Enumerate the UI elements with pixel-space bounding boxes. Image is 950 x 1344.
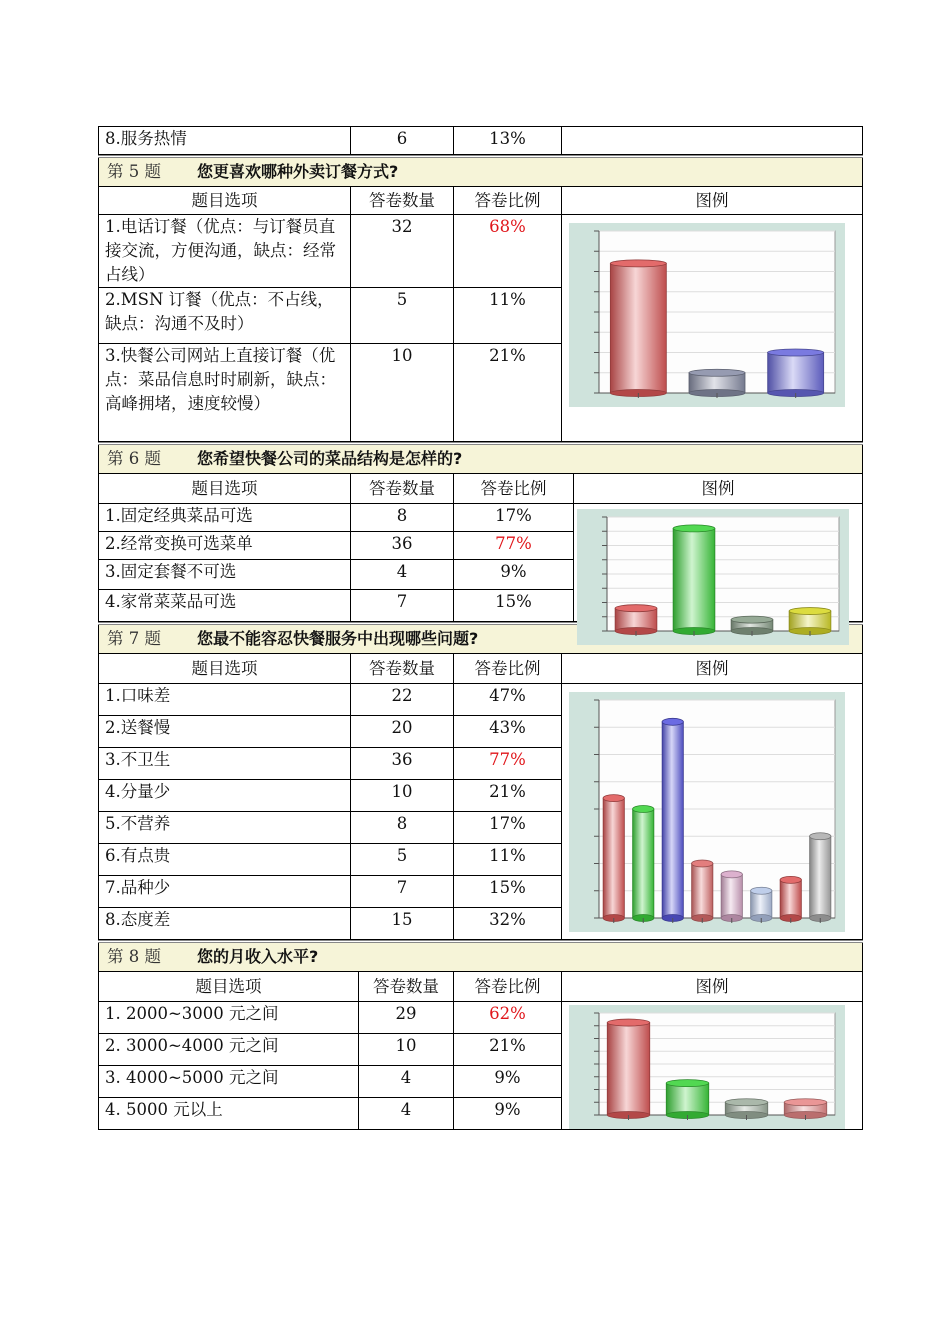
bar <box>692 860 713 922</box>
count-value: 32 <box>351 215 454 288</box>
ratio-value: 21% <box>454 344 562 442</box>
ratio-value: 13% <box>454 127 562 155</box>
count-value: 7 <box>351 590 454 622</box>
ratio-value: 15% <box>454 590 574 622</box>
legend-chart-cell <box>562 684 863 940</box>
bar <box>610 260 666 397</box>
count-value: 8 <box>351 812 454 844</box>
option-text: 4.家常菜菜品可选 <box>99 590 351 622</box>
legend-chart-cell <box>562 1002 863 1130</box>
question-title-row <box>99 444 863 474</box>
question-text: 您更喜欢哪种外卖订餐方式? <box>197 162 399 181</box>
question-6-table <box>98 442 863 622</box>
count-value: 4 <box>351 560 454 590</box>
count-header: 答卷数量 <box>351 187 454 215</box>
question-7-table <box>98 622 863 940</box>
table-row <box>99 504 863 532</box>
ratio-value: 77% <box>454 748 562 780</box>
ratio-value: 9% <box>454 1098 562 1130</box>
bar <box>607 1019 649 1118</box>
ratio-value: 17% <box>454 504 574 532</box>
count-header: 答卷数量 <box>351 474 454 504</box>
bar-chart <box>569 692 845 932</box>
option-text: 4.分量少 <box>99 780 351 812</box>
option-header: 题目选项 <box>99 187 351 215</box>
option-text: 6.有点贵 <box>99 844 351 876</box>
question-title-row <box>99 942 863 972</box>
count-value: 4 <box>359 1098 454 1130</box>
bar <box>789 608 831 635</box>
bar-chart <box>569 223 845 407</box>
option-text: 8.态度差 <box>99 908 351 940</box>
header-row <box>99 972 863 1002</box>
count-value: 36 <box>351 748 454 780</box>
ratio-header: 答卷比例 <box>454 654 562 684</box>
question-title-row <box>99 157 863 187</box>
option-text: 3.固定套餐不可选 <box>99 560 351 590</box>
count-value: 22 <box>351 684 454 716</box>
count-header: 答卷数量 <box>359 972 454 1002</box>
bar <box>689 369 745 396</box>
ratio-value: 9% <box>454 560 574 590</box>
count-value: 29 <box>359 1002 454 1034</box>
header-row <box>99 187 863 215</box>
count-value: 10 <box>351 780 454 812</box>
question-number: 第 6 题 <box>107 449 161 468</box>
legend-header: 图例 <box>562 972 863 1002</box>
table-row <box>99 684 863 716</box>
option-header: 题目选项 <box>99 654 351 684</box>
question-5-table <box>98 155 863 442</box>
ratio-value: 47% <box>454 684 562 716</box>
ratio-header: 答卷比例 <box>454 474 574 504</box>
ratio-value: 9% <box>454 1066 562 1098</box>
option-text: 3. 4000~5000 元之间 <box>99 1066 359 1098</box>
ratio-value: 17% <box>454 812 562 844</box>
table-row <box>99 127 863 155</box>
survey-sheet <box>98 126 862 1130</box>
count-value: 10 <box>351 344 454 442</box>
bar <box>673 525 715 635</box>
question-text: 您希望快餐公司的菜品结构是怎样的? <box>197 449 463 468</box>
option-text: 2.MSN 订餐（优点：不占线，缺点：沟通不及时） <box>99 288 351 344</box>
option-text: 1. 2000~3000 元之间 <box>99 1002 359 1034</box>
bar <box>810 833 831 922</box>
count-value: 15 <box>351 908 454 940</box>
question-8-table <box>98 940 863 1130</box>
option-text: 1.口味差 <box>99 684 351 716</box>
legend-header: 图例 <box>562 654 863 684</box>
q4-tail-table <box>98 126 863 155</box>
bar <box>603 795 624 922</box>
option-text: 5.不营养 <box>99 812 351 844</box>
question-number: 第 7 题 <box>107 629 161 648</box>
ratio-value: 21% <box>454 1034 562 1066</box>
header-row <box>99 654 863 684</box>
ratio-value: 77% <box>454 532 574 560</box>
count-value: 5 <box>351 288 454 344</box>
header-row <box>99 474 863 504</box>
question-title <box>99 444 863 474</box>
question-text: 您的月收入水平? <box>197 947 319 966</box>
option-header: 题目选项 <box>99 972 359 1002</box>
count-header: 答卷数量 <box>351 654 454 684</box>
table-row <box>99 1002 863 1034</box>
option-text: 2.送餐慢 <box>99 716 351 748</box>
option-text: 2. 3000~4000 元之间 <box>99 1034 359 1066</box>
bar-chart-svg <box>569 223 845 407</box>
ratio-value: 11% <box>454 844 562 876</box>
option-text: 1.固定经典菜品可选 <box>99 504 351 532</box>
legend-chart-cell <box>562 215 863 442</box>
legend-header: 图例 <box>574 474 863 504</box>
ratio-value: 43% <box>454 716 562 748</box>
option-header: 题目选项 <box>99 474 351 504</box>
option-text: 8.服务热情 <box>99 127 351 155</box>
bar <box>751 887 772 921</box>
ratio-value: 15% <box>454 876 562 908</box>
bar <box>615 605 657 635</box>
legend-header: 图例 <box>562 187 863 215</box>
ratio-header: 答卷比例 <box>454 187 562 215</box>
bar-chart <box>577 509 849 645</box>
legend-cell <box>562 127 863 155</box>
ratio-value: 21% <box>454 780 562 812</box>
count-value: 10 <box>359 1034 454 1066</box>
count-value: 7 <box>351 876 454 908</box>
question-title <box>99 157 863 187</box>
question-number: 第 8 题 <box>107 947 161 966</box>
count-value: 4 <box>359 1066 454 1098</box>
legend-chart-cell <box>574 504 863 622</box>
count-value: 36 <box>351 532 454 560</box>
question-text: 您最不能容忍快餐服务中出现哪些问题? <box>197 629 479 648</box>
option-text: 4. 5000 元以上 <box>99 1098 359 1130</box>
bar <box>780 876 801 921</box>
table-row <box>99 215 863 288</box>
count-value: 8 <box>351 504 454 532</box>
bar <box>633 806 654 922</box>
bar-chart <box>569 1005 845 1129</box>
count-value: 20 <box>351 716 454 748</box>
option-text: 1.电话订餐（优点：与订餐员直接交流，方便沟通，缺点：经常占线） <box>99 215 351 288</box>
question-number: 第 5 题 <box>107 162 161 181</box>
bar-chart-svg <box>569 1005 845 1129</box>
ratio-value: 68% <box>454 215 562 288</box>
bar <box>721 871 742 922</box>
count-value: 6 <box>351 127 454 155</box>
bar <box>666 1080 708 1119</box>
bar-chart-svg <box>577 509 849 645</box>
bar-chart-svg <box>569 692 845 932</box>
bar <box>662 718 683 921</box>
ratio-value: 62% <box>454 1002 562 1034</box>
option-text: 7.品种少 <box>99 876 351 908</box>
option-text: 2.经常变换可选菜单 <box>99 532 351 560</box>
count-value: 5 <box>351 844 454 876</box>
bar <box>768 349 824 397</box>
option-text: 3.快餐公司网站上直接订餐（优点：菜品信息时时刷新，缺点：高峰拥堵，速度较慢） <box>99 344 351 442</box>
option-text: 3.不卫生 <box>99 748 351 780</box>
ratio-header: 答卷比例 <box>454 972 562 1002</box>
ratio-value: 32% <box>454 908 562 940</box>
ratio-value: 11% <box>454 288 562 344</box>
question-title <box>99 942 863 972</box>
